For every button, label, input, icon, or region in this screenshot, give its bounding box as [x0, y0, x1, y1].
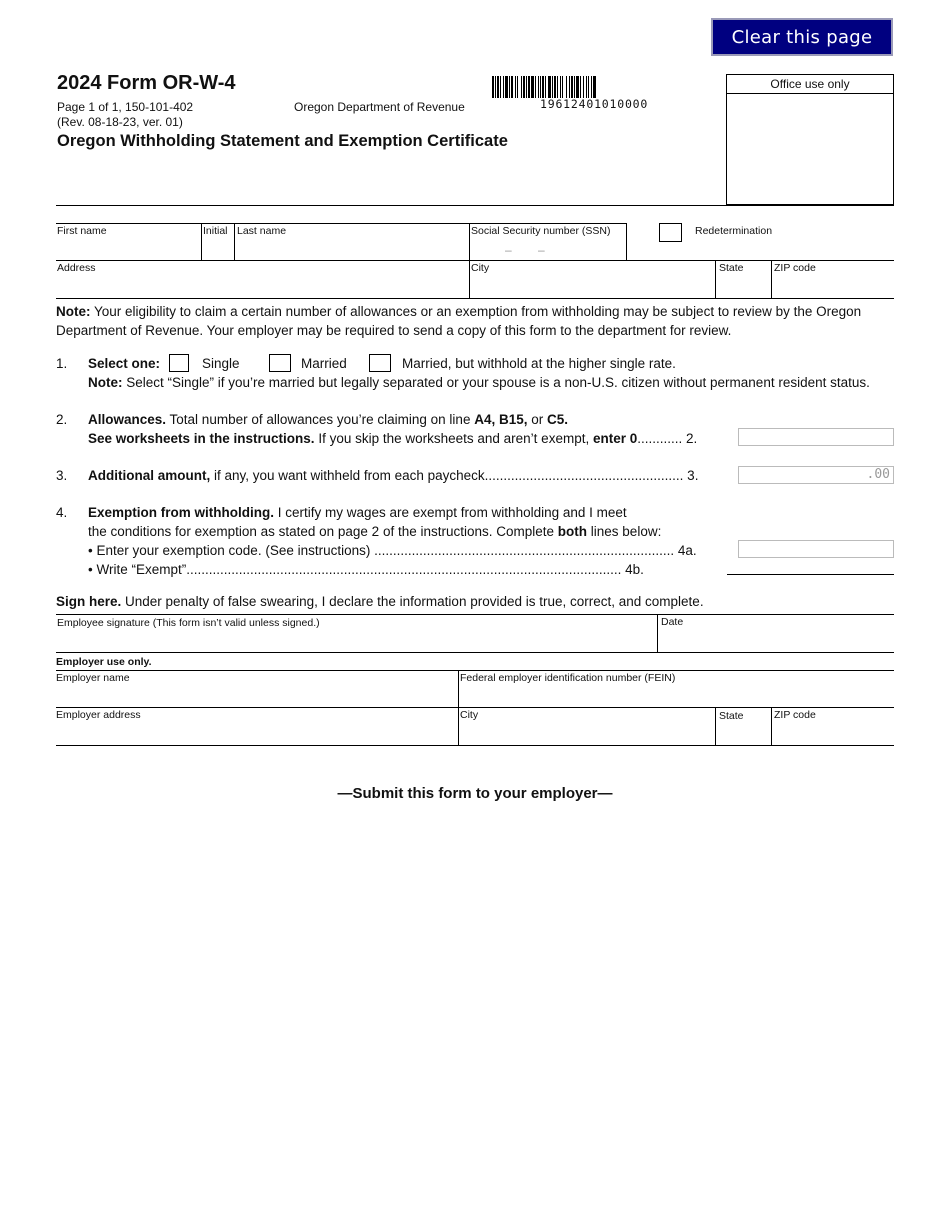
grid-line	[771, 260, 772, 298]
revision-info: (Rev. 08-18-23, ver. 01)	[57, 115, 183, 129]
employer-zip-field[interactable]: ZIP code	[774, 709, 816, 721]
emphasis: both	[557, 524, 588, 539]
fein-field[interactable]: Federal employer identification number (FEIN)	[460, 672, 676, 684]
single-checkbox[interactable]	[169, 354, 189, 372]
allowances-instructions	[88, 429, 697, 448]
line-3-number: 3.	[56, 468, 68, 483]
grid-line	[56, 614, 894, 615]
initial-field[interactable]: Initial	[203, 225, 228, 237]
additional-amount-label: Additional amount,	[88, 468, 211, 483]
eligibility-note	[56, 302, 901, 340]
office-use-label: Office use only	[727, 75, 893, 94]
grid-line	[771, 707, 772, 745]
first-name-field[interactable]: First name	[57, 225, 107, 237]
additional-amount-text	[88, 466, 698, 485]
single-label: Single	[202, 356, 240, 371]
form-title: 2024 Form OR-W-4	[57, 72, 236, 94]
grid-line	[56, 745, 894, 746]
text: I certify my wages are exempt from withholding and I meet	[274, 505, 627, 520]
select-one-label: Select one:	[88, 356, 161, 371]
leader: ............ 2.	[637, 431, 698, 446]
date-field[interactable]: Date	[661, 616, 684, 628]
line-2-number: 2.	[56, 412, 68, 427]
allowances-label: Allowances.	[88, 412, 167, 427]
ssn-separator: –	[538, 243, 545, 257]
employer-city-field[interactable]: City	[460, 709, 479, 721]
header-divider	[56, 205, 894, 206]
allowances-text	[88, 410, 568, 429]
text: If you skip the worksheets and aren’t exempt,	[314, 431, 593, 446]
grid-line	[56, 260, 894, 261]
exemption-code-line: • Enter your exemption code. (See instructions) ................................................................................ 4a.	[88, 543, 697, 558]
ssn-field[interactable]: Social Security number (SSN)	[471, 225, 611, 237]
grid-line	[56, 223, 626, 224]
clear-page-button[interactable]: Clear this page	[711, 18, 893, 56]
text: lines below:	[587, 524, 662, 539]
employer-name-field[interactable]: Employer name	[56, 672, 130, 684]
employer-use-heading: Employer use only.	[56, 656, 152, 668]
note-text: Your eligibility to claim a certain number of allowances or an exemption from withholding may be subject to review by the Oregon Department of Revenue. Your employer may be required to send a copy of this form to the department for review.	[56, 304, 862, 338]
zip-field[interactable]: ZIP code	[774, 262, 816, 274]
married-label: Married	[301, 356, 347, 371]
grid-line	[715, 260, 716, 298]
allowances-input[interactable]	[738, 428, 894, 446]
note-label: Note:	[88, 375, 123, 390]
redetermination-checkbox[interactable]	[659, 223, 682, 242]
grid-line	[56, 298, 894, 299]
enter-zero: enter 0	[592, 431, 638, 446]
employer-address-field[interactable]: Employer address	[56, 709, 141, 721]
additional-amount-input[interactable]: .00	[738, 466, 894, 484]
office-use-box	[726, 74, 894, 205]
department-name: Oregon Department of Revenue	[294, 100, 465, 114]
address-field[interactable]: Address	[57, 262, 96, 274]
text: if any, you want withheld from each paycheck..................................................... 3.	[210, 468, 699, 483]
write-exempt-line: • Write “Exempt”.................................................................................................................... 4b.	[88, 562, 644, 577]
note-label: Note:	[56, 304, 91, 319]
page-info: Page 1 of 1, 150-101-402	[57, 100, 194, 114]
line-ref: A4, B15,	[474, 412, 528, 427]
text: Total number of allowances you’re claiming on line	[166, 412, 475, 427]
barcode-image	[492, 76, 704, 98]
married-checkbox[interactable]	[269, 354, 291, 372]
grid-line	[458, 670, 459, 745]
employer-state-field[interactable]: State	[719, 710, 744, 722]
line-1-number: 1.	[56, 356, 68, 371]
city-field[interactable]: City	[471, 262, 490, 274]
grid-line	[56, 670, 894, 671]
text: Under penalty of false swearing, I declare the information provided is true, correct, and complete.	[121, 594, 704, 609]
note-text: Select “Single” if you’re married but legally separated or your spouse is a non-U.S. citizen without permanent resident status.	[122, 375, 870, 390]
sign-here-text	[56, 592, 704, 611]
grid-line	[201, 223, 202, 260]
exemption-conditions	[88, 522, 661, 541]
married-higher-rate-label: Married, but withhold at the higher single rate.	[402, 356, 676, 371]
grid-line	[56, 707, 894, 708]
grid-line	[234, 223, 235, 260]
grid-line	[657, 614, 658, 652]
barcode-number: 19612401010000	[540, 97, 649, 111]
exempt-write-in-field[interactable]	[727, 574, 894, 575]
text: the conditions for exemption as stated on page 2 of the instructions. Complete	[88, 524, 558, 539]
sign-here-label: Sign here.	[56, 594, 122, 609]
exemption-code-input[interactable]	[738, 540, 894, 558]
worksheets-label: See worksheets in the instructions.	[88, 431, 315, 446]
state-field[interactable]: State	[719, 262, 744, 274]
grid-line	[715, 707, 716, 745]
line-ref: C5.	[547, 412, 569, 427]
redetermination-label: Redetermination	[695, 225, 773, 237]
employee-signature-field[interactable]: Employee signature (This form isn’t valid unless signed.)	[57, 617, 320, 629]
ssn-separator: –	[505, 243, 512, 257]
line-1-note	[88, 373, 870, 392]
grid-line	[56, 652, 894, 653]
last-name-field[interactable]: Last name	[237, 225, 287, 237]
grid-line	[626, 223, 627, 260]
grid-line	[469, 223, 470, 298]
submit-instruction: —Submit this form to your employer—	[337, 785, 613, 802]
line-4-number: 4.	[56, 505, 68, 520]
exemption-text	[88, 503, 627, 522]
text: or	[527, 412, 547, 427]
married-higher-rate-checkbox[interactable]	[369, 354, 391, 372]
exemption-label: Exemption from withholding.	[88, 505, 274, 520]
form-subtitle: Oregon Withholding Statement and Exemption Certificate	[57, 132, 508, 150]
